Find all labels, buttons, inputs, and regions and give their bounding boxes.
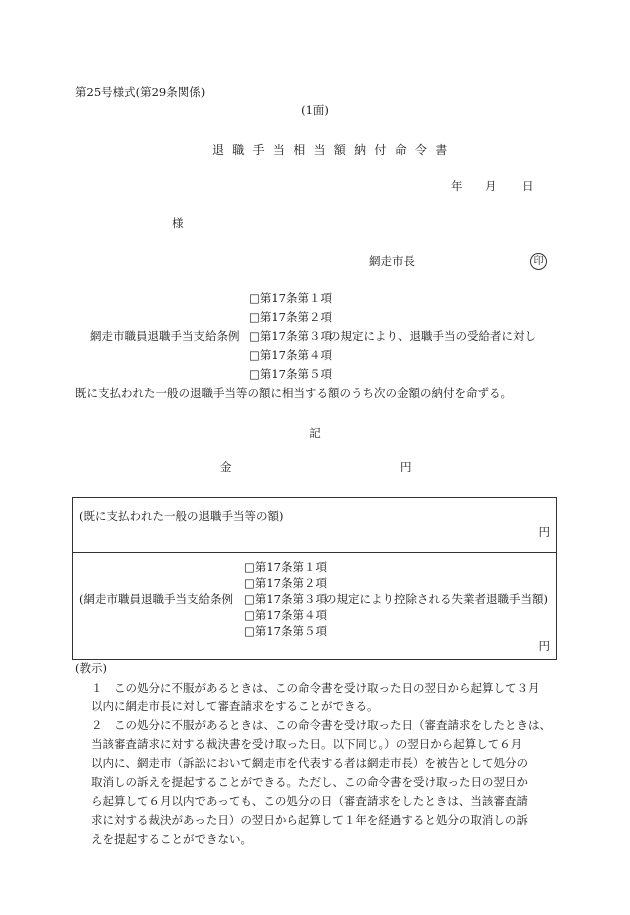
table-row-deducted-amount xyxy=(73,553,557,660)
notes-heading: (教示) xyxy=(75,661,107,675)
paid-amount-label: (既に支払われた一般の退職手当等の額) xyxy=(79,509,284,523)
note-2-line-7: えを提起することができない。 xyxy=(91,832,252,846)
note-2-line-3: 以内に、網走市（訴訟において網走市を代表する者は網走市長）を被告として処分の xyxy=(91,756,528,770)
note-2-number: ２ xyxy=(91,718,103,732)
amount-table xyxy=(72,497,557,660)
amount-kin: 金 xyxy=(220,460,232,474)
ordinance-option-1: □第17条第１項 xyxy=(249,291,332,305)
table-ordinance-suffix: の規定により控除される失業者退職手当額) xyxy=(325,592,548,606)
addressee-honorific: 様 xyxy=(172,216,184,230)
date-month: 月 xyxy=(485,179,497,193)
page-label: (1面) xyxy=(301,103,329,117)
note-1-line-2: 以内に網走市長に対して審査請求をすることができる。 xyxy=(91,699,379,713)
seal-stamp: 印 xyxy=(530,253,547,270)
ordinance-name: 網走市職員退職手当支給条例 xyxy=(90,329,240,343)
ordinance-option-5: □第17条第５項 xyxy=(249,367,332,381)
note-2-line-6: 求に対する裁決があった日）の翌日から起算して１年を経過すると処分の取消しの訴 xyxy=(91,813,528,827)
note-2-line-4: 取消しの訴えを提起することができる。ただし、この命令書を受け取った日の翌日か xyxy=(91,775,528,789)
table-option-3: □第17条第３項 xyxy=(244,592,327,606)
document-title: 退職手当相当額納付命令書 xyxy=(212,143,456,157)
ki-label: 記 xyxy=(309,426,321,440)
table-ordinance-prefix: (網走市職員退職手当支給条例 xyxy=(79,592,233,606)
table-row-paid-amount xyxy=(73,498,557,553)
note-1-number: １ xyxy=(91,681,103,695)
table-option-1: □第17条第１項 xyxy=(244,560,327,574)
table-option-2: □第17条第２項 xyxy=(244,576,327,590)
amount-yen: 円 xyxy=(400,460,412,474)
table-option-5: □第17条第５項 xyxy=(244,624,327,638)
date-day: 日 xyxy=(522,179,534,193)
ordinance-option-2: □第17条第２項 xyxy=(249,310,332,324)
issuer-name: 網走市長 xyxy=(369,254,415,268)
table-option-4: □第17条第４項 xyxy=(244,608,327,622)
date-year: 年 xyxy=(451,179,463,193)
ordinance-suffix: の規定により、退職手当の受給者に対し xyxy=(329,329,536,343)
paid-amount-yen: 円 xyxy=(538,525,550,539)
note-1-line-1: この処分に不服があるときは、この命令書を受け取った日の翌日から起算して３月 xyxy=(114,681,540,695)
ordinance-option-3: □第17条第３項 xyxy=(249,329,332,343)
ordinance-continuation: 既に支払われた一般の退職手当等の額に相当する額のうち次の金額の納付を命ずる。 xyxy=(75,386,512,400)
form-number: 第25号様式(第29条関係) xyxy=(75,85,206,99)
ordinance-option-4: □第17条第４項 xyxy=(249,348,332,362)
note-2-line-2: 当該審査請求に対する裁決書を受け取った日。以下同じ。）の翌日から起算して６月 xyxy=(91,737,523,751)
deducted-amount-yen: 円 xyxy=(538,639,550,653)
note-2-line-1: この処分に不服があるときは、この命令書を受け取った日（審査請求をしたときは、 xyxy=(114,718,551,732)
note-2-line-5: ら起算して６月以内であっても、この処分の日（審査請求をしたときは、当該審査請 xyxy=(91,794,528,808)
